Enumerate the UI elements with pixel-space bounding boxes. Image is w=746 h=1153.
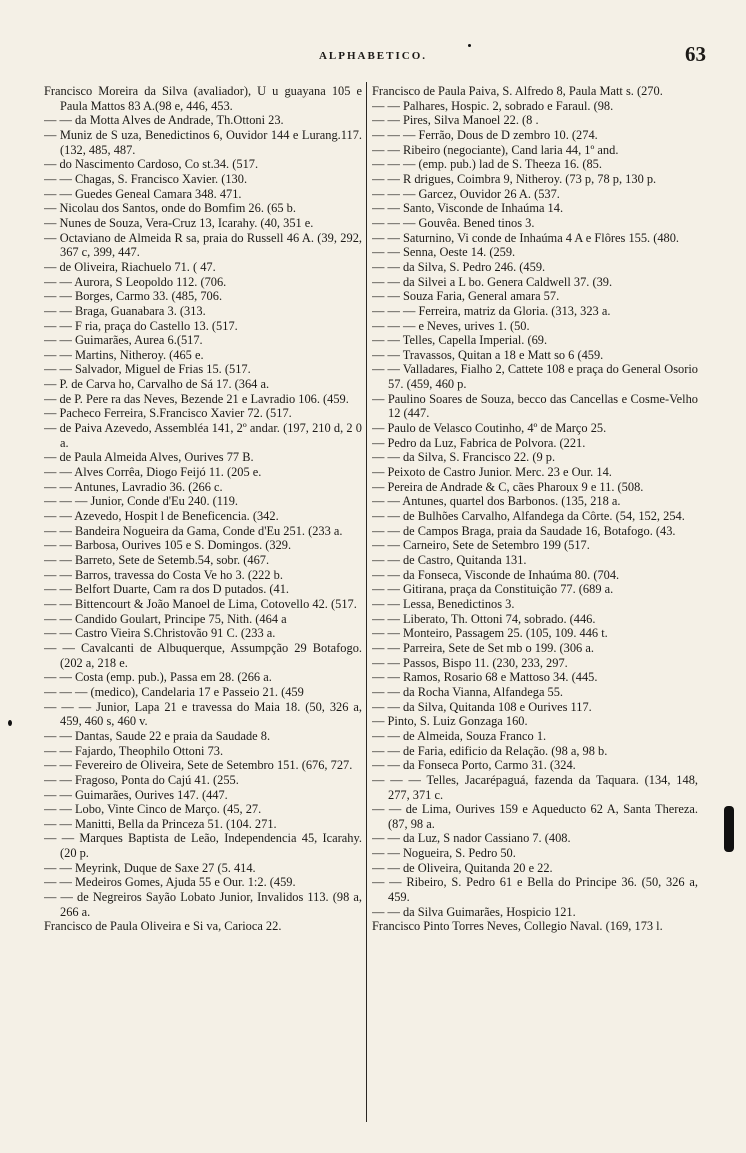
directory-entry: — — — Garcez, Ouvidor 26 A. (537. (372, 186, 560, 201)
directory-entry: — — Candido Goulart, Principe 75, Nith. (464 a (44, 611, 287, 626)
directory-entry: — — de Almeida, Souza Franco 1. (372, 728, 547, 743)
directory-entry: — — — Junior, Lapa 21 e travessa do Maia 18. (50, 326 a, 459, 460 s, 460 v. (44, 699, 362, 729)
directory-entry: — — Valladares, Fialho 2, Cattete 108 e praça do General Osorio 57. (459, 460 p. (372, 362, 698, 392)
ink-speck (468, 44, 471, 47)
directory-entry: — — Antunes, Lavradio 36. (266 c. (44, 479, 223, 494)
directory-entry: — do Nascimento Cardoso, Co st.34. (517. (44, 157, 259, 172)
directory-entry: — — Telles, Capella Imperial. (69. (372, 333, 548, 348)
directory-entry: — — Bandeira Nogueira da Gama, Conde d'Eu 251. (233 a. (44, 523, 343, 538)
page-header (40, 38, 706, 68)
directory-entry: — — — Gouvêa. Bened tinos 3. (372, 215, 535, 230)
directory-entry: — — Azevedo, Hospit l de Beneficencia. (342. (44, 509, 279, 524)
directory-entry: — — — e Neves, urives 1. (50. (372, 318, 530, 333)
directory-entry: — — Ribeiro, S. Pedro 61 e Bella do Principe 36. (50, 326 a, 459. (372, 875, 698, 905)
directory-entry: — — Palhares, Hospic. 2, sobrado e Faraul. (98. (372, 98, 614, 113)
page-number: 63 (685, 42, 706, 66)
directory-entry: — — de Campos Braga, praia da Saudade 16, Botafogo. (43. (372, 523, 676, 538)
directory-entry: — Muniz de S uza, Benedictinos 6, Ouvidor 144 e Lurang.117.(132, 485, 487. (44, 127, 362, 157)
directory-entry: — — Marques Baptista de Leão, Independencia 45, Icarahy. (20 p. (44, 831, 362, 861)
directory-entry: Francisco Moreira da Silva (avaliador), U u guayana 105 e Paula Mattos 83 A.(98 e, 446, 453. (44, 84, 362, 113)
directory-entry: — — da Silva Guimarães, Hospicio 121. (372, 904, 576, 919)
directory-entry: — — Guimarães, Ourives 147. (447. (44, 787, 228, 802)
directory-entry: — — Guedes Geneal Camara 348. 471. (44, 186, 242, 201)
directory-entry: — — de Oliveira, Quitanda 20 e 22. (372, 860, 553, 875)
directory-entry: — — Liberato, Th. Ottoni 74, sobrado. (446. (372, 611, 596, 626)
directory-entry: — — R drigues, Coimbra 9, Nitheroy. (73 p, 78 p, 130 p. (372, 171, 657, 186)
directory-entry: — — de Bulhões Carvalho, Alfandega da Côrte. (54, 152, 254. (372, 509, 685, 524)
directory-entry: — — da Fonseca, Visconde de Inhaúma 80. (704. (372, 567, 620, 582)
directory-entry: — Pereira de Andrade & C, cães Pharoux 9 e 11. (508. (372, 479, 644, 494)
directory-entry: — Octaviano de Almeida R sa, praia do Russell 46 A. (39, 292, 367 c, 399, 447. (44, 230, 362, 260)
directory-entry: — — Saturnino, Vi conde de Inhaúma 4 A e Flôres 155. (480. (372, 230, 680, 245)
directory-entry: — — de Faria, edificio da Relação. (98 a, 98 b. (372, 743, 608, 758)
directory-entry: — — Fajardo, Theophilo Ottoni 73. (44, 743, 224, 758)
directory-entry: — — Barros, travessa do Costa Ve ho 3. (222 b. (44, 567, 283, 582)
ink-blot (724, 806, 734, 852)
directory-entry: Francisco Pinto Torres Neves, Collegio Naval. (169, 173 l. (372, 919, 663, 934)
directory-entry: — Paulo de Velasco Coutinho, 4º de Março 25. (372, 421, 607, 436)
directory-entry: — — — (emp. pub.) lad de S. Theeza 16. (85. (372, 157, 602, 172)
directory-entry: — — Belfort Duarte, Cam ra dos D putados. (41. (44, 582, 290, 597)
directory-entry: — Pacheco Ferreira, S.Francisco Xavier 72. (517. (44, 406, 292, 421)
left-column (44, 84, 362, 1124)
directory-entry: — — Senna, Oeste 14. (259. (372, 245, 516, 260)
directory-entry: — — da Silva, S. Pedro 246. (459. (372, 259, 546, 274)
directory-entry: — — da Rocha Vianna, Alfandega 55. (372, 684, 564, 699)
directory-entry: — — Lessa, Benedictinos 3. (372, 596, 515, 611)
directory-entry: — — Cavalcanti de Albuquerque, Assumpção 29 Botafogo. (202 a, 218 e. (44, 640, 362, 670)
directory-entry: — — de Negreiros Sayão Lobato Junior, Invalidos 113. (98 a, 266 a. (44, 890, 362, 919)
directory-entry: — — Travassos, Quitan a 18 e Matt so 6 (459. (372, 347, 604, 362)
directory-entry: — — — Ferreira, matriz da Gloria. (313, 323 a. (372, 303, 611, 318)
directory-entry: — P. de Carva ho, Carvalho de Sá 17. (364 a. (44, 377, 270, 392)
directory-entry: — — — Telles, Jacarépaguá, fazenda da Taquara. (134, 148, 277, 371 c. (372, 772, 698, 802)
directory-entry: — — Ribeiro (negociante), Cand laria 44, 1º and. (372, 142, 619, 157)
directory-entry: — de Paula Almeida Alves, Ourives 77 B. (44, 450, 254, 465)
directory-entry: — de P. Pere ra das Neves, Bezende 21 e Lavradio 106. (459. (44, 391, 349, 406)
directory-entry: — Nicolau dos Santos, onde do Bomfim 26. (65 b. (44, 201, 296, 216)
directory-entry: — — Chagas, S. Francisco Xavier. (130. (44, 171, 248, 186)
directory-entry: — — Monteiro, Passagem 25. (105, 109. 446 t. (372, 626, 608, 641)
directory-entry: — — Dantas, Saude 22 e praia da Saudade 8. (44, 728, 271, 743)
directory-entry: — — — (medico), Candelaria 17 e Passeio 21. (459 (44, 684, 304, 699)
directory-entry: — Paulino Soares de Souza, becco das Cancellas e Cosme-Velho 12 (447. (372, 391, 698, 421)
directory-entry: Francisco de Paula Oliveira e Si va, Carioca 22. (44, 919, 282, 934)
directory-entry: — — Parreira, Sete de Set mb o 199. (306 a. (372, 640, 594, 655)
directory-entry: — — Manitti, Bella da Princeza 51. (104. 271. (44, 816, 277, 831)
directory-entry: — — de Castro, Quitanda 131. (372, 553, 527, 567)
directory-entry: — — da Luz, S nador Cassiano 7. (408. (372, 831, 571, 846)
directory-entry: — — Carneiro, Sete de Setembro 199 (517. (372, 538, 590, 553)
directory-entry: — — da Silvei a L bo. Genera Caldwell 37. (39. (372, 274, 613, 289)
directory-entry: — — Borges, Carmo 33. (485, 706. (44, 289, 223, 304)
directory-entry: — — Costa (emp. pub.), Passa em 28. (266 a. (44, 670, 272, 685)
directory-entry: — — da Silva, S. Francisco 22. (9 p. (372, 450, 556, 465)
directory-entry: — Nunes de Souza, Vera-Cruz 13, Icarahy. (40, 351 e. (44, 215, 314, 230)
directory-entry: — — Barbosa, Ourives 105 e S. Domingos. (329. (44, 538, 292, 553)
directory-entry: — — Barreto, Sete de Setemb.54, sobr. (467. (44, 553, 270, 567)
ink-speck (8, 720, 12, 726)
directory-entry: — — Passos, Bispo 11. (230, 233, 297. (372, 655, 568, 670)
directory-entry: — — Guimarães, Aurea 6.(517. (44, 333, 203, 348)
directory-entry: — — Braga, Guanabara 3. (313. (44, 303, 206, 318)
directory-entry: — — Medeiros Gomes, Ajuda 55 e Our. 1:2. (459. (44, 875, 296, 890)
directory-entry: — — Bittencourt & João Manoel de Lima, Cotovello 42. (517. (44, 596, 357, 611)
directory-entry: — — Fragoso, Ponta do Cajú 41. (255. (44, 772, 239, 787)
directory-entry: — — Meyrink, Duque de Saxe 27 (5. 414. (44, 860, 256, 875)
directory-entry: — — de Lima, Ourives 159 e Aqueducto 62 A, Santa Thereza. (87, 98 a. (372, 802, 698, 831)
directory-entry: — — Pires, Silva Manoel 22. (8 . (372, 113, 539, 128)
directory-entry: — — Fevereiro de Oliveira, Sete de Setembro 151. (676, 727. (44, 758, 353, 773)
directory-entry: — Pinto, S. Luiz Gonzaga 160. (372, 714, 528, 729)
directory-entry: — — Souza Faria, General amara 57. (372, 289, 560, 304)
running-title: ALPHABETICO. (318, 50, 428, 62)
directory-entry: — — Gitirana, praça da Constituição 77. (689 a. (372, 582, 614, 597)
column-divider (366, 82, 367, 1122)
directory-entry: — — da Silva, Quitanda 108 e Ourives 117. (372, 699, 592, 714)
directory-entry: — — Martins, Nitheroy. (465 e. (44, 347, 204, 362)
directory-entry: — — Ramos, Rosario 68 e Mattoso 34. (445. (372, 670, 598, 685)
directory-entry: — — Nogueira, S. Pedro 50. (372, 846, 516, 861)
directory-entry: — Pedro da Luz, Fabrica de Polvora. (221. (372, 435, 586, 450)
directory-entry: — — — Junior, Conde d'Eu 240. (119. (44, 494, 239, 509)
directory-entry: — Peixoto de Castro Junior. Merc. 23 e Our. 14. (372, 465, 612, 480)
directory-entry: — — Antunes, quartel dos Barbonos. (135, 218 a. (372, 494, 621, 509)
directory-entry: — — Castro Vieira S.Christovão 91 C. (233 a. (44, 626, 276, 641)
directory-entry: Francisco de Paula Paiva, S. Alfredo 8, Paula Matt s. (270. (372, 84, 663, 98)
directory-entry: — — da Motta Alves de Andrade, Th.Ottoni 23. (44, 113, 284, 128)
directory-entry: — — da Fonseca Porto, Carmo 31. (324. (372, 758, 576, 773)
directory-entry: — — Alves Corrêa, Diogo Feijó 11. (205 e. (44, 465, 262, 480)
directory-entry: — — Aurora, S Leopoldo 112. (706. (44, 274, 227, 289)
directory-entry: — — Salvador, Miguel de Frias 15. (517. (44, 362, 251, 377)
directory-entry: — — Santo, Visconde de Inhaúma 14. (372, 201, 564, 216)
directory-entry: — de Oliveira, Riachuelo 71. ( 47. (44, 259, 216, 274)
right-column (372, 84, 698, 1124)
directory-entry: — — Lobo, Vinte Cinco de Março. (45, 27. (44, 802, 262, 817)
directory-entry: — de Paiva Azevedo, Assembléa 141, 2º andar. (197, 210 d, 2 0 a. (44, 421, 362, 450)
directory-entry: — — F ria, praça do Castello 13. (517. (44, 318, 238, 333)
directory-entry: — — — Ferrão, Dous de D zembro 10. (274. (372, 127, 598, 142)
